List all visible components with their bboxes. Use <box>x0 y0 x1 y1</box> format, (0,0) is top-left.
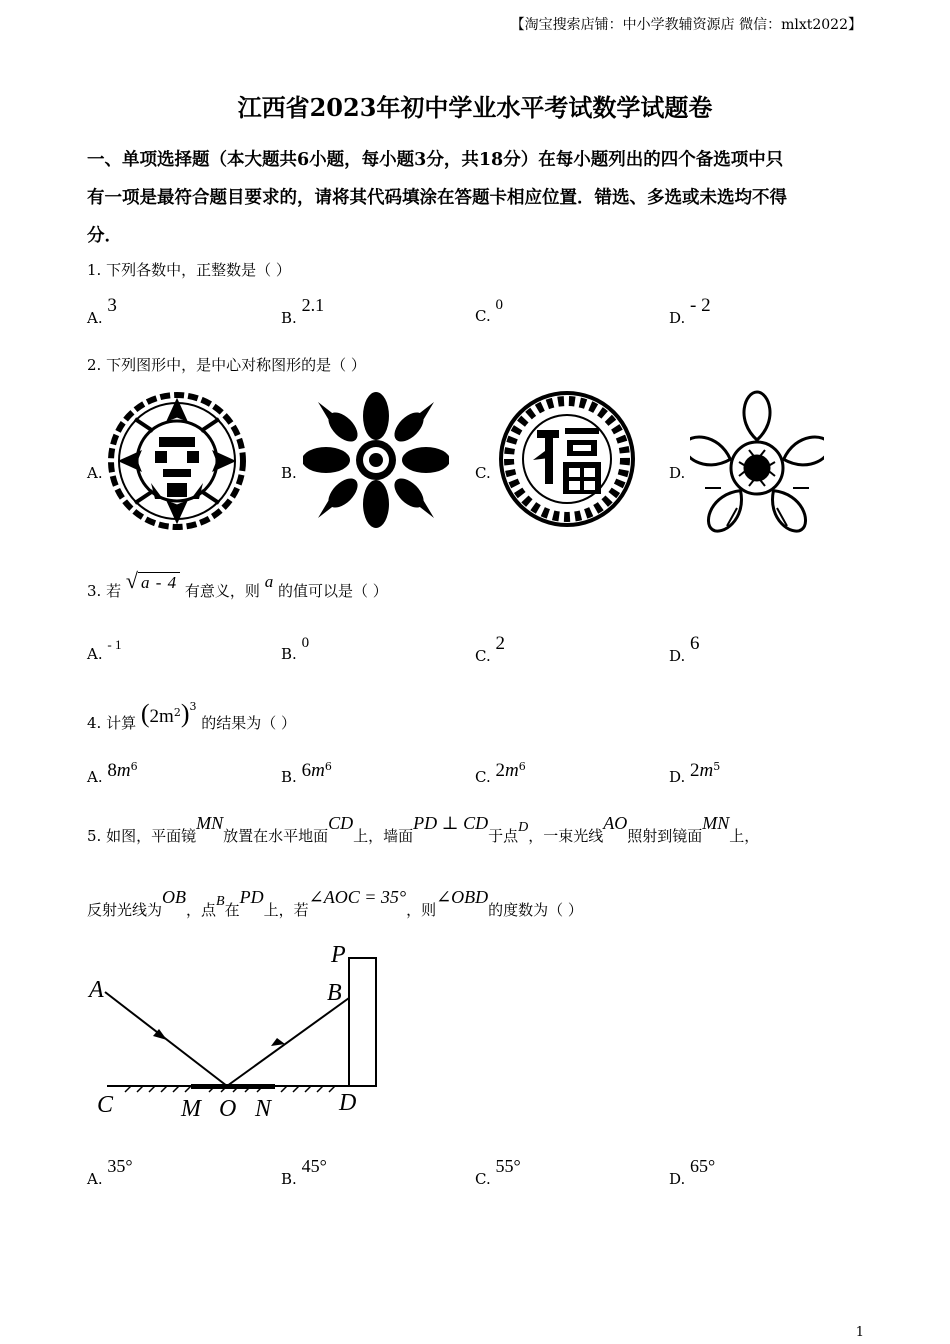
option-letter: D. <box>669 647 686 665</box>
question-2-stem: 2. 下列图形中，是中心对称图形的是（ ） <box>87 356 366 374</box>
option-letter: A. <box>87 464 103 482</box>
section-instructions-line-3: 分． <box>87 226 122 246</box>
question-5-stem-line-2 <box>87 887 583 920</box>
option-letter: D. <box>669 309 686 327</box>
q4-option-c[interactable] <box>475 760 526 788</box>
q1-option-a[interactable] <box>87 295 117 329</box>
q3-prefix: 3. 若 <box>87 582 122 600</box>
option-value: 65° <box>690 1156 716 1176</box>
q5-math: CD <box>328 813 354 833</box>
q3-variable: a <box>264 572 274 591</box>
option-letter: B. <box>281 464 297 482</box>
option-var: m <box>116 760 131 781</box>
option-letter: D. <box>669 1170 686 1188</box>
q3-suffix: 的值可以是（ ） <box>277 582 388 600</box>
option-letter: C. <box>475 647 491 665</box>
q5-math: AO <box>603 813 628 833</box>
q5-option-a[interactable] <box>87 1156 133 1189</box>
q5-option-d[interactable] <box>669 1156 716 1189</box>
option-value: 2 <box>495 633 505 654</box>
mirror-reflection-diagram <box>85 938 385 1124</box>
option-var: m <box>505 760 519 781</box>
option-letter: C. <box>475 1170 491 1188</box>
question-5-stem-line-1 <box>87 813 760 846</box>
option-value: 3 <box>107 295 117 316</box>
q5-math: PD <box>239 887 264 907</box>
q2-option-a[interactable] <box>87 464 103 482</box>
question-3-stem <box>87 568 388 602</box>
q5-text: ，则 <box>406 901 437 919</box>
q5-option-c[interactable] <box>475 1156 521 1189</box>
q5-math: MN <box>702 813 730 833</box>
page-title: 江西省2023年初中学业水平考试数学试题卷 <box>237 93 713 122</box>
q5-text: 放置在水平地面 <box>223 827 329 845</box>
option-letter: B. <box>281 645 297 663</box>
option-value: - 2 <box>690 295 711 316</box>
question-1-stem: 1. 下列各数中，正整数是（ ） <box>87 261 291 279</box>
label-m: M <box>181 1096 201 1122</box>
q1-option-b[interactable] <box>281 295 325 328</box>
outer-exponent: 3 <box>189 700 197 713</box>
q2-option-d[interactable] <box>669 464 685 482</box>
q5-text: 上， <box>729 827 760 845</box>
q3-option-b[interactable] <box>281 635 310 664</box>
q5-text: 上，若 <box>263 901 309 919</box>
label-o: O <box>219 1096 237 1122</box>
option-coef: 2 <box>495 760 505 781</box>
label-a: A <box>89 977 104 1003</box>
q5-text: 反射光线为 <box>87 901 163 919</box>
q3-option-c[interactable] <box>475 633 505 667</box>
option-letter: A. <box>87 309 103 327</box>
option-value: 0 <box>495 297 503 313</box>
q4-suffix: 的结果为（ ） <box>201 714 297 732</box>
papercut-flower-icon <box>303 385 449 535</box>
header-note: 【淘宝搜索店铺：中小学教辅资源店 微信：mlxt2022】 <box>510 17 862 33</box>
radicand: a - 4 <box>138 572 180 592</box>
q1-option-d[interactable] <box>669 295 711 329</box>
papercut-lion-icon <box>107 387 247 535</box>
option-letter: D. <box>669 768 686 786</box>
option-value: 0 <box>301 635 310 651</box>
q5-math: OB <box>162 887 187 907</box>
sqrt-expression <box>126 568 180 594</box>
q5-math: D <box>518 820 529 835</box>
q2-option-b[interactable] <box>281 464 297 482</box>
label-b: B <box>327 980 342 1006</box>
option-value: 35° <box>107 1156 133 1176</box>
papercut-lotus-icon <box>690 388 824 536</box>
option-letter: C. <box>475 307 491 325</box>
option-letter: A. <box>87 1170 103 1188</box>
q4-option-b[interactable] <box>281 760 332 788</box>
q4-prefix: 4. 计算 <box>87 714 137 732</box>
q5-text: 照射到镜面 <box>627 827 703 845</box>
q5-text: ，一束光线 <box>528 827 604 845</box>
q5-math: ∠OBD <box>436 887 489 907</box>
option-letter: A. <box>87 645 103 663</box>
option-exp: 6 <box>324 760 332 773</box>
mirror-mn <box>191 1084 275 1089</box>
q3-mid: 有意义，则 <box>184 582 260 600</box>
question-4-stem <box>87 699 297 735</box>
label-p: P <box>331 942 346 968</box>
reflected-ray-ob <box>227 998 349 1086</box>
option-value: 55° <box>495 1156 521 1176</box>
q5-math: B <box>216 894 225 909</box>
q5-option-b[interactable] <box>281 1156 327 1189</box>
option-var: m <box>699 760 714 781</box>
q5-text: 于点 <box>488 827 519 845</box>
option-exp: 6 <box>130 760 138 773</box>
q3-option-a[interactable] <box>87 637 122 663</box>
option-letter: C. <box>475 768 491 786</box>
label-c: C <box>97 1092 114 1118</box>
option-value: 45° <box>301 1156 327 1176</box>
q4-option-a[interactable] <box>87 760 138 788</box>
radical-sign: √ <box>125 568 138 593</box>
option-coef: 8 <box>107 760 117 781</box>
q2-option-c[interactable] <box>475 464 491 482</box>
q3-option-d[interactable] <box>669 633 700 667</box>
q5-math: ∠AOC = 35° <box>308 887 407 907</box>
option-letter: B. <box>281 768 297 786</box>
option-value: - 1 <box>107 637 122 652</box>
section-instructions-line-1: 一、单项选择题（本大题共6小题，每小题3分，共18分）在每小题列出的四个备选项中只 <box>87 150 784 170</box>
q5-math: MN <box>196 813 224 833</box>
option-letter: B. <box>281 309 297 327</box>
label-d: D <box>339 1090 357 1116</box>
option-coef: 6 <box>301 760 312 781</box>
option-letter: C. <box>475 464 491 482</box>
q5-math: PD ⊥ CD <box>413 813 489 833</box>
q5-text: 在 <box>224 901 240 919</box>
q5-text: 的度数为（ ） <box>488 901 583 919</box>
q5-text: 上，墙面 <box>353 827 414 845</box>
wall-pd <box>349 958 376 1086</box>
section-instructions-line-2: 有一项是最符合题目要求的，请将其代码填涂在答题卡相应位置．错选、多选或未选均不得 <box>87 188 787 208</box>
expr-base: 2m <box>149 706 174 727</box>
q5-text: ，点 <box>186 901 217 919</box>
papercut-fu-icon <box>497 386 637 532</box>
option-letter: B. <box>281 1170 297 1188</box>
option-letter: D. <box>669 464 686 482</box>
option-value: 6 <box>690 633 700 654</box>
power-expression: $(2m^2)^3$ <box>140 699 197 728</box>
option-exp: 5 <box>713 760 721 773</box>
label-n: N <box>255 1096 272 1122</box>
option-value: 2.1 <box>301 295 325 315</box>
q4-option-d[interactable] <box>669 760 721 788</box>
page-number: 1 <box>855 1325 864 1340</box>
q1-option-c[interactable] <box>475 297 503 326</box>
q5-text: 5. 如图，平面镜 <box>87 827 197 845</box>
inner-exponent: 2 <box>173 706 181 719</box>
option-exp: 6 <box>518 760 526 773</box>
option-letter: A. <box>87 768 103 786</box>
option-coef: 2 <box>690 760 700 781</box>
option-var: m <box>311 760 325 781</box>
